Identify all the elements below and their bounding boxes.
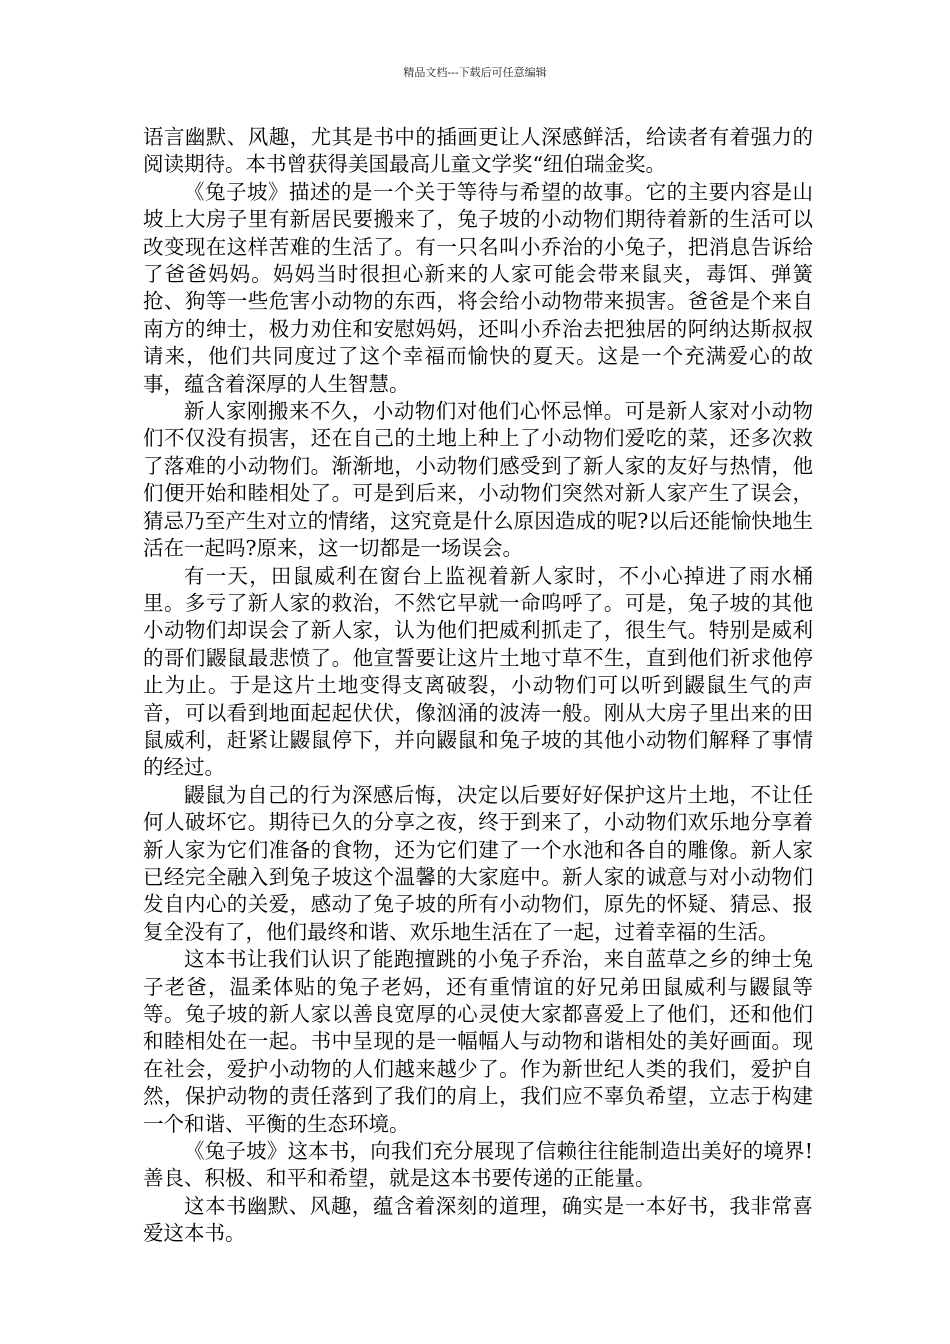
paragraph-willie-incident: 有一天，田鼠威利在窗台上监视着新人家时，不小心掉进了雨水桶里。多亏了新人家的救治，不然它早就一命呜呼了。可是，兔子坡的其他小动物们却误会了新人家，认为他们把威利抓走了，很生气。特别是威利的哥们鼹鼠最悲愤了。他宣誓要让这片土地寸草不生，直到他们祈求他停止为止。于是这片土地变得支离破裂，小动物们可以听到鼹鼠生气的声音，可以看到地面起起伏伏，像汹涌的波涛一般。刚从大房子里出来的田鼠威利，赶紧让鼹鼠停下，并向鼹鼠和兔子坡的其他小动物们解释了事情的经过。 bbox=[143, 563, 813, 780]
paragraph-intro-continuation: 语言幽默、风趣，尤其是书中的插画更让人深感鲜活，给读者有着强力的阅读期待。本书曾获得美国最高儿童文学奖“纽伯瑞金奖。 bbox=[143, 125, 813, 177]
document-body bbox=[143, 124, 813, 1248]
paragraph-conclusion: 这本书幽默、风趣，蕴含着深刻的道理，确实是一本好书，我非常喜爱这本书。 bbox=[143, 1193, 813, 1246]
paragraph-reconciliation: 鼹鼠为自己的行为深感后悔，决定以后要好好保护这片土地，不让任何人破坏它。期待已久的分享之夜，终于到来了，小动物们欢乐地分享着新人家为它们准备的食物，还为它们建了一个水池和各自的雕像。新人家已经完全融入到兔子坡这个温馨的大家庭中。新人家的诚意与对小动物们发自内心的关爱，感动了兔子坡的所有小动物们，原先的怀疑、猜忌、报复全没有了，他们最终和谐、欢乐地生活在了一起，过着幸福的生活。 bbox=[143, 782, 813, 944]
paragraph-message: 《兔子坡》这本书，向我们充分展现了信赖往往能制造出美好的境界!善良、积极、和平和希望，就是这本书要传递的正能量。 bbox=[143, 1139, 813, 1191]
paragraph-new-neighbors: 新人家刚搬来不久，小动物们对他们心怀忌惮。可是新人家对小动物们不仅没有损害，还在自己的土地上种上了小动物们爱吃的菜，还多次救了落难的小动物们。渐渐地，小动物们感受到了新人家的友好与热情，他们便开始和睦相处了。可是到后来，小动物们突然对新人家产生了误会，猜忌乃至产生对立的情绪，这究竟是什么原因造成的呢?以后还能愉快地生活在一起吗?原来，这一切都是一场误会。 bbox=[143, 399, 813, 561]
page-header: 精品文档---下载后可任意编辑 bbox=[403, 66, 547, 79]
paragraph-summary: 《兔子坡》描述的是一个关于等待与希望的故事。它的主要内容是山坡上大房子里有新居民要搬来了，兔子坡的小动物们期待着新的生活可以改变现在这样苦难的生活了。有一只名叫小乔治的小兔子，把消息告诉给了爸爸妈妈。妈妈当时很担心新来的人家可能会带来鼠夹，毒饵、弹簧抢、狗等一些危害小动物的东西，将会给小动物带来损害。爸爸是个来自南方的绅士，极力劝住和安慰妈妈，还叫小乔治去把独居的阿纳达斯叔叔请来，他们共同度过了这个幸福而愉快的夏天。这是一个充满爱心的故事，蕴含着深厚的人生智慧。 bbox=[143, 179, 813, 396]
paragraph-reflection: 这本书让我们认识了能跑擅跳的小兔子乔治，来自蓝草之乡的绅士兔子老爸，温柔体贴的兔子老妈，还有重情谊的好兄弟田鼠威利与鼹鼠等等。兔子坡的新人家以善良宽厚的心灵使大家都喜爱上了他们，还和他们和睦相处在一起。书中呈现的是一幅幅人与动物和谐相处的美好画面。现在社会，爱护小动物的人们越来越少了。作为新世纪人类的我们，爱护自然，保护动物的责任落到了我们的肩上，我们应不辜负希望，立志于构建一个和谐、平衡的生态环境。 bbox=[143, 947, 813, 1136]
